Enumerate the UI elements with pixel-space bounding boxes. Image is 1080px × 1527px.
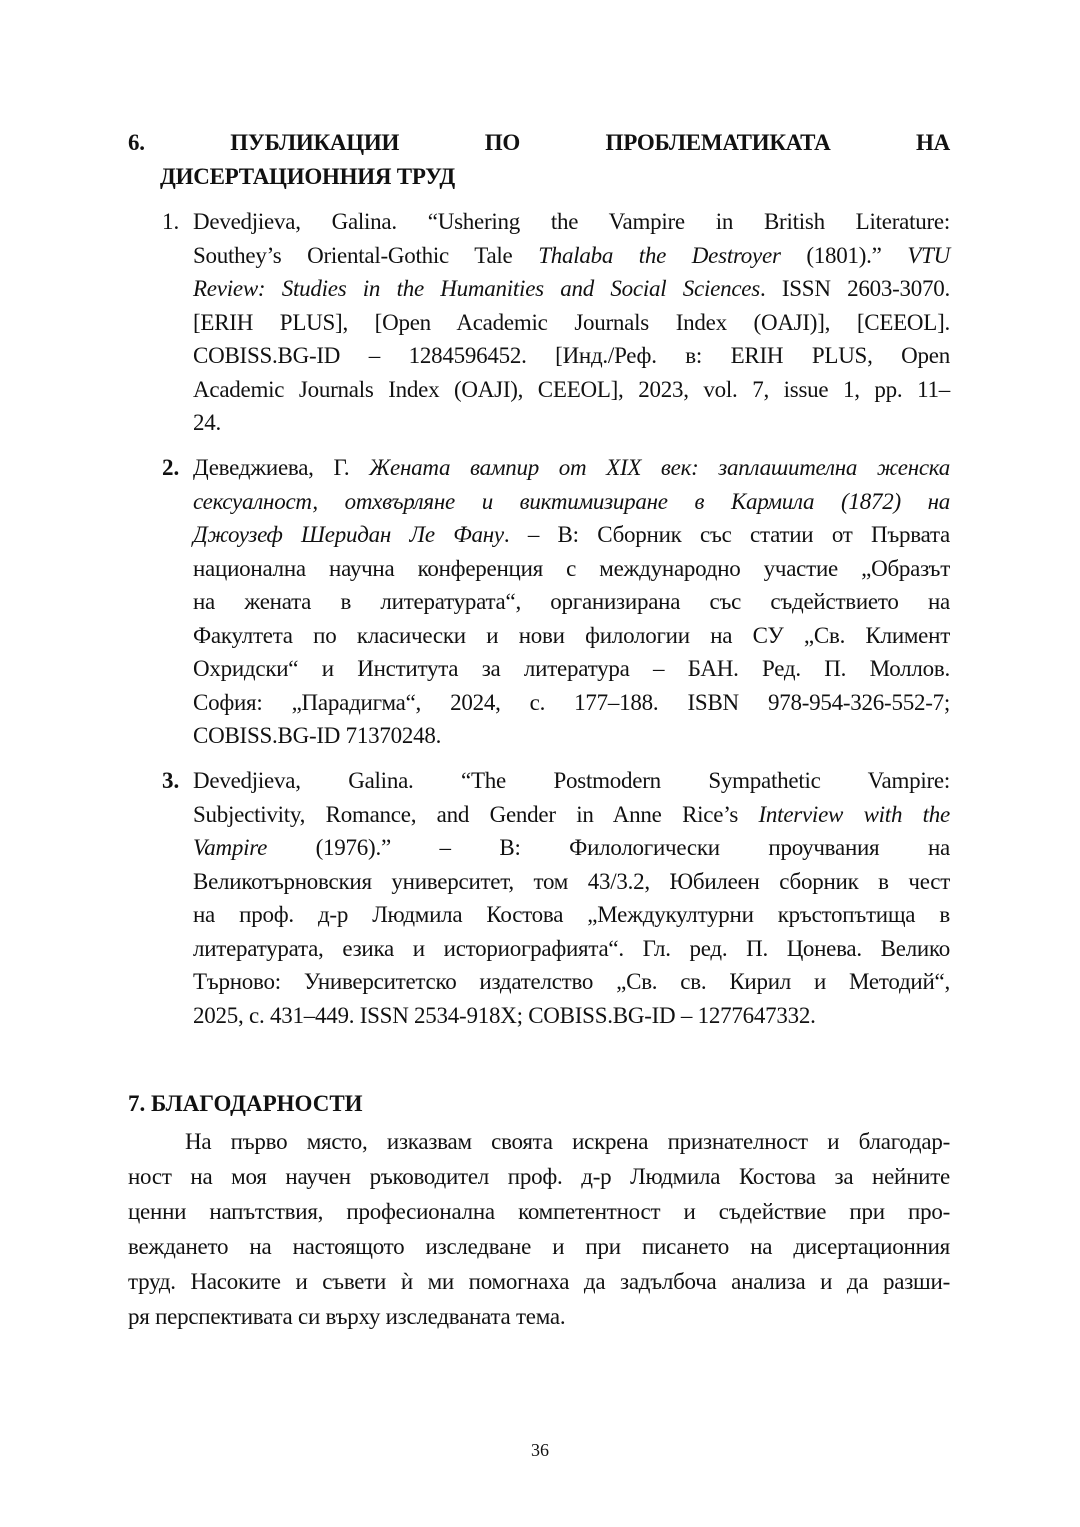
italic-title: Review: Studies in the Humanities and Social Sciences	[193, 276, 760, 301]
citation-line	[193, 552, 950, 586]
item-number: 1.	[162, 209, 180, 234]
citation-line	[193, 485, 950, 519]
italic-title: VTU	[907, 242, 951, 268]
citation-line	[193, 898, 950, 932]
citation-line	[193, 965, 950, 999]
italic-title: Жената вампир от XIX век: заплашителна женска	[369, 455, 950, 480]
citation-line	[193, 373, 950, 407]
citation-text: Subjectivity, Romance, and Gender in Anne Rice’s	[193, 801, 759, 827]
citation-text: Факултета по класически и нови филологии на СУ „Св. Климент	[193, 622, 950, 648]
citation-text: (1976).” – В: Филологически проучвания на	[267, 835, 950, 860]
citation-text: на жената в литературата“, организирана със съдействието на	[193, 589, 950, 614]
citation-line	[193, 406, 950, 440]
paragraph-line: веждането на настоящото изследване и при писането на дисертационния	[128, 1234, 950, 1259]
citation-text: София: „Парадигма“, 2024, с. 177–188. ISBN 978-954-326-552-7;	[193, 689, 950, 715]
item-number: 2.	[162, 455, 180, 480]
citation-text: Охридски“ и Института за литература – БАН. Ред. П. Моллов.	[193, 656, 950, 681]
citation-text: (1801).”	[780, 242, 908, 268]
citation-line	[193, 339, 950, 373]
citation-line	[193, 272, 950, 306]
citation-line	[193, 798, 950, 832]
italic-title: Vampire	[193, 835, 268, 860]
citation-line	[193, 652, 950, 686]
publication-item	[162, 205, 951, 440]
citation-line	[193, 619, 950, 653]
citation-line	[193, 518, 950, 552]
publication-item	[162, 764, 950, 1032]
item-number: 3.	[162, 768, 180, 793]
section-6-heading	[128, 126, 950, 193]
citation-text: . ISSN 2603-3070.	[759, 276, 950, 301]
paragraph-line: ценни напътствия, професионална компетентност и съдействие при про-	[128, 1199, 950, 1224]
citation-text: Търново: Университетско издателство „Св. св. Кирил и Методий“,	[193, 969, 950, 994]
citation-text: Великотърновския университет, том 43/3.2, Юбилеен сборник в чест	[193, 868, 950, 894]
citation-text: [ERIH PLUS], [Open Academic Journals Index (OAJI)], [CEEOL].	[193, 309, 950, 335]
heading-line: ДИСЕРТАЦИОННИЯ ТРУД	[160, 163, 455, 189]
citation-line	[193, 205, 950, 239]
citation-line	[193, 831, 950, 865]
citation-text: Southey’s Oriental-Gothic Tale	[193, 242, 539, 268]
citation-text: COBISS.BG-ID 71370248.	[193, 723, 442, 748]
citation-text: Деведжиева, Г.	[193, 455, 370, 480]
citation-line	[193, 306, 950, 340]
citation-text: литературата, езика и историографията“. Гл. ред. П. Цонева. Велико	[193, 935, 950, 961]
italic-title: сексуалност, отхвърляне и виктимизиране в Кармила (1872) на	[193, 488, 950, 514]
citation-line	[193, 239, 950, 273]
italic-title: Джоузеф Шеридан Ле Фану	[193, 522, 504, 547]
publication-item	[162, 451, 950, 753]
citation-line	[193, 932, 950, 966]
citation-line	[193, 865, 950, 899]
citation-text: 2025, с. 431–449. ISSN 2534-918X; COBISS.BG-ID – 1277647332.	[193, 1002, 816, 1028]
italic-title: Thalaba the Destroyer	[538, 242, 781, 268]
section-7-heading: 7. БЛАГОДАРНОСТИ	[128, 1091, 363, 1116]
citation-text: COBISS.BG-ID – 1284596452. [Инд./Реф. в: ERIH PLUS, Open	[193, 343, 950, 368]
citation-line	[193, 585, 950, 619]
citation-line	[193, 764, 950, 798]
citation-text: Academic Journals Index (OAJI), CEEOL], 2023, vol. 7, issue 1, pp. 11–	[193, 376, 950, 402]
italic-title: Interview with the	[758, 801, 950, 827]
citation-text: . – В: Сборник със статии от Първата	[503, 522, 950, 547]
citation-text: Devedjieva, Galina. “The Postmodern Sympathetic Vampire:	[193, 768, 950, 793]
page-number: 36	[531, 1440, 549, 1460]
citation-text: национална научна конференция с международно участие „Образът	[193, 555, 950, 581]
paragraph-line: ност на моя научен ръководител проф. д-р Людмила Костова за нейните	[128, 1164, 950, 1189]
citation-text: на проф. д-р Людмила Костова „Междукултурни кръстопътища в	[193, 902, 950, 927]
citation-line	[193, 719, 950, 753]
citation-text: Devedjieva, Galina. “Ushering the Vampire in British Literature:	[193, 209, 950, 234]
acknowledgements-paragraph	[128, 1124, 950, 1334]
paragraph-line: ря перспективата си върху изследваната тема.	[128, 1304, 566, 1329]
citation-text: 24.	[193, 410, 221, 435]
heading-line: 6. ПУБЛИКАЦИИ ПО ПРОБЛЕМАТИКАТА НА	[128, 130, 950, 155]
citation-line	[193, 451, 950, 485]
paragraph-line: На първо място, изказвам своята искрена признателност и благодар-	[185, 1129, 950, 1154]
citation-line	[193, 686, 950, 720]
paragraph-line: труд. Насоките и съвети ѝ ми помогнаха да задълбоча анализа и да разши-	[128, 1269, 950, 1294]
citation-line	[193, 999, 950, 1033]
